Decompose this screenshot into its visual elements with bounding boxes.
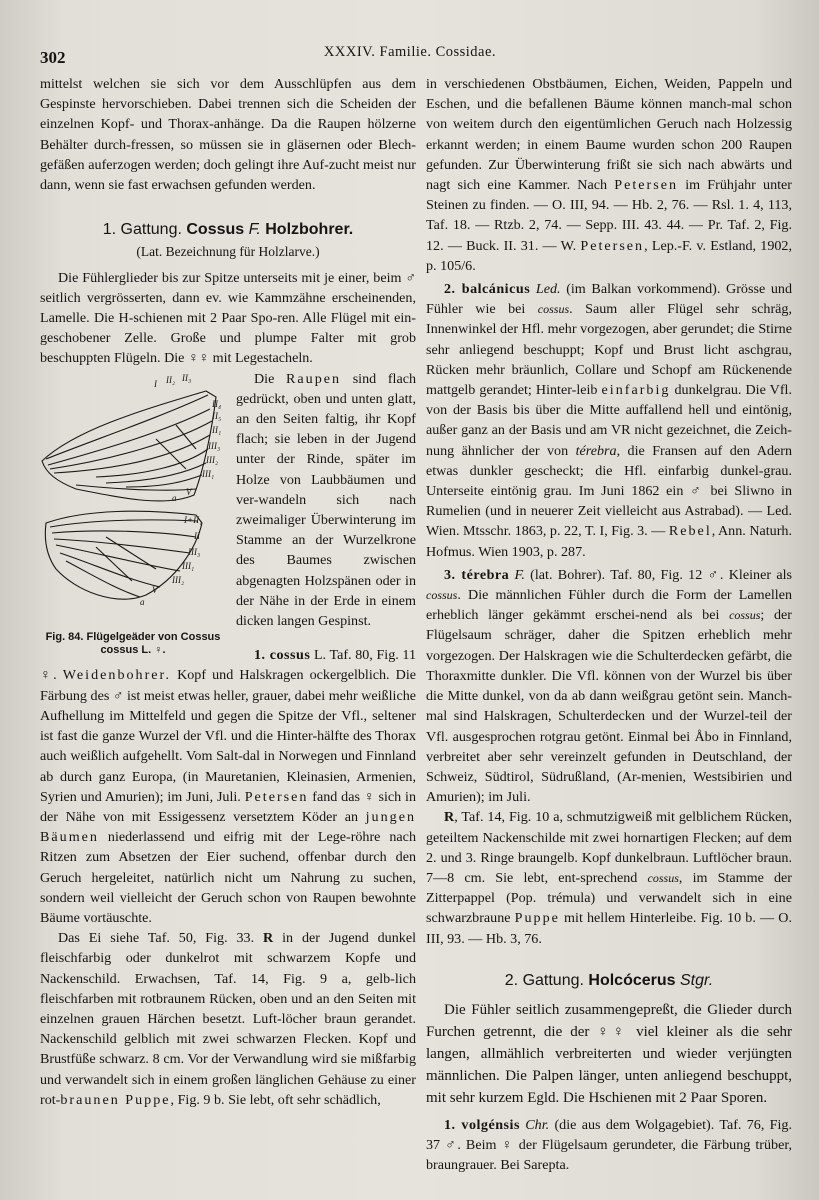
species-name: 1. cossus	[254, 647, 311, 664]
text-run: (im Balkan vorkommend). Grösse und Fühler wie bei	[426, 281, 793, 318]
spaced-term: jungen Bäumen	[40, 808, 416, 846]
vein-label: I	[154, 378, 157, 389]
text-run: in verschiedenen Obstbäumen, Eichen, Weiden, Pappeln und Eschen, und die befallenen Bäume können manch-mal schon von weitem durch den eigentümlichen Geruch nach Holzessig erkannt werden; in einem Baume wurden schon 200 Raupen gefunden. Zur Überwinterung frißt sie sich nach abwärts und nagt sich eine Kammer. Nach	[426, 76, 792, 194]
species-author: Led.	[535, 281, 561, 298]
vein-label: III₁	[202, 468, 215, 479]
text-run: . Die männlichen Fühler durch die Form der Lamellen erheblich länger gekämmt erschei-nend als bei	[426, 587, 792, 624]
text-run: , im Stamme der Zitterpappel (Pop. trémula) und verwandelt sich in eine schwarzbraune	[426, 869, 792, 927]
genus-heading-holcocerus	[426, 971, 792, 991]
text-run: (die aus dem Wolgagebiet). Taf. 76, Fig. 37 ♂. Beim ♀ der Flügelsaum gerundeter, die Färbung trüber, braungrauer. Bei Sarepta.	[426, 1116, 792, 1174]
text-run: , Ann. Naturh. Hofmus. Wien 1903, p. 287.	[426, 523, 792, 560]
vein-label: II₃	[182, 372, 192, 383]
vein-label: II₂	[166, 374, 176, 385]
figure-caption: Fig. 84. Flügelgeäder von Cossus cossus L. ♀.	[45, 630, 221, 656]
page-header	[30, 42, 790, 68]
vein-label: V	[152, 584, 158, 595]
text-run: sind flach gedrückt, oben und unten glatt, an den Seiten faltig, ihr Kopf flach; sie leben in der Jugend unter der Rinde, später im Holze von Laubbäumen und ver-wandeln sich nach zweimaliger Überwinterung im Stamme an der Wurzelkrone des Baumes zwischen abgenagten Holzspänen oder in der Nähe in der Erde in einem dicken langen Gespinst.	[236, 370, 416, 630]
text-run: L. Taf. 80, Fig. 11 ♀.	[40, 647, 416, 684]
species-name: 2. balcánicus	[444, 281, 531, 298]
genus-author: Stgr.	[680, 971, 714, 989]
genus-heading-cossus	[40, 220, 416, 240]
genus-name: Holcócerus	[588, 971, 676, 989]
species-reference: cossus	[729, 608, 761, 623]
right-column	[426, 74, 792, 1176]
species-entry-cossus	[40, 645, 416, 928]
vein-label: II₁	[212, 424, 222, 435]
paragraph-continuation	[426, 74, 792, 276]
text-run: , die Fransen auf den Adern etwas dunkler gescheckt; die Hfl. einfarbig dunkel-grau. Unterseite eintönig grau. Im Juni 1862 ein ♂ bei Sliwno in Rumelien (und in neuerer Zeit vielleicht aus Astrabad). — Led. Wien. Mtsschr. 1863, p. 22, T. I, Fig. 3. —	[426, 442, 792, 540]
vein-label: II	[194, 530, 200, 541]
text-run: , Fig. 9 b. Sie lebt, oft sehr schädlich,	[170, 1091, 381, 1108]
text-run: (lat. Bohrer). Taf. 80, Fig. 12 ♂. Kleiner als	[524, 566, 792, 583]
spaced-term: Raupen	[286, 370, 342, 387]
text-run: mit hellem Hinterleibe. Fig. 10 b. — O. III, 93. — Hb. 3, 76.	[426, 910, 792, 947]
text-run: . Saum aller Flügel sehr schräg, Innenwinkel der Hfl. mehr vorgezogen, aber gerundet; die Stirne sehr anliegend beschuppt; Kopf und Brust licht aschgrau, Rücken mehr bräunlich, Collare und Schopf am Rückenende mattgelb gerandet; Hinter-leib	[426, 301, 792, 399]
vein-label: V	[186, 486, 192, 497]
text-run: Das Ei siehe Taf. 50, Fig. 33.	[58, 930, 264, 947]
genus-common-name: Holzbohrer.	[265, 221, 354, 239]
wing-venation-drawing	[36, 369, 230, 629]
spaced-term: Rebel	[668, 523, 712, 540]
text-run: Die	[254, 370, 286, 387]
spaced-term: Puppe	[514, 910, 560, 927]
paragraph-raupe-terebra	[426, 807, 792, 948]
vein-label: II₄	[212, 398, 222, 409]
text-run: ; der Flügelsaum schräger, daher die Spitzen erheblich mehr vorgezogen. Der Halskragen wie die Schulterdecken gefärbt, die Thoraxmitte dunkler. Die Vfl. können von der Wurzel bis über die Mitte dunkel, von da ab dann weißgrau getönt sein. Manch-mal sind Halskragen, Schulterdecken und der Wurzel-teil der Vfl. ausgesprochen rotgrau getönt. Einmal bei Åbo in Finnland, verbreitet aber sehr vereinzelt gefunden in Deutschland, der Schweiz, Südtirol, Südrußland, (Ar-menien, Westsibirien und Amurien); im Juli.	[426, 607, 792, 806]
text-run: niederlassend und eifrig mit der Lege-röhre nach Ritzen zum Absetzen der Eier suchend, offenbar durch den Geruch hergeleitet, natürlich nicht um Nahrung zu suchen, sondern weil vielleicht der Geruch schon von Raupen bewohnte Bäume vortäuschte.	[40, 829, 416, 926]
genus-description-text: Die Fühlerglieder bis zur Spitze unterseits mit je einer, beim ♂ seitlich vergrösserten, dann ev. wie Kammzähne erscheinenden, Lamelle. Die H-schienen mit 2 Paar Spo-ren. Alle Flügel mit ein-geschobener Zelle. Große und plumpe Falter mit grob beschuppten Flügeln. Die ♀♀ mit Legestacheln.	[40, 269, 416, 367]
spaced-term: Weidenbohrer.	[62, 667, 171, 684]
spaced-term: einfarbig	[601, 382, 671, 399]
spaced-term: Petersen	[580, 237, 645, 254]
text-run: dunkelgrau. Die Vfl. von der Basis bis über die Mitte auffallend hell und eintönig, außer ganz an der Basis und am VR nicht gezeichnet, die Zeich-nung ähnlicher der von	[426, 382, 792, 459]
species-name: 1. volgénsis	[444, 1116, 520, 1133]
raupe-abbrev: R	[444, 809, 455, 826]
species-reference: cossus	[647, 870, 679, 885]
species-reference: cossus	[537, 302, 570, 317]
spaced-term: Petersen	[614, 177, 678, 194]
genus-etymology: (Lat. Bezeichnung für Holzlarve.)	[136, 244, 320, 260]
vein-label: III₃	[208, 440, 221, 451]
vein-label: II₅	[212, 410, 222, 421]
vein-label: a	[172, 492, 177, 503]
species-name: 3. térebra	[444, 566, 510, 583]
spaced-term: braunen Puppe	[60, 1091, 171, 1108]
vein-label: I+II₁	[184, 514, 203, 525]
species-reference: térebra	[575, 442, 617, 459]
running-title: XXXIV. Familie. Cossidae.	[323, 44, 497, 60]
species-entry-terebra	[426, 565, 792, 807]
paragraph-ei	[40, 928, 416, 1110]
left-column	[40, 74, 416, 1110]
raupe-abbrev: R	[263, 930, 274, 947]
genus-description: Die Fühler seitlich zusammengepreßt, die Glieder durch Furchen getrennt, die der ♀♀ viel kleiner als die sehr langen, allmählich verbreiterten und wieder verjüngten männlichen. Die Palpen länger, unten anliegend beschuppt, mit sehr kurzem Egld. Die Hschienen mit 2 Paar Sporen.	[426, 1001, 792, 1106]
text-run: , Taf. 14, Fig. 10 a, schmutzigweiß mit gelblichem Rücken, geteiltem Nackenschilde mit zwei hornartigen Flecken; auf dem 2. und 3. Ringe braungelb. Kopf dunkelbraun. Luftlöcher braun. 7—8 cm. Sie lebt, ent-sprechend	[426, 809, 792, 886]
text-run: in der Jugend dunkel fleischfarbig oder dunkelrot mit schwarzem Kopfe und Nackenschild. Erwachsen, Taf. 14, Fig. 9 a, gelb-lich fleischfarben mit rotbraunem Rücken, oben und an den Seiten mit einzelnen grauen Härchen besetzt. Luft-löcher braun gerandet. Nackenschild gelblich mit zwei schwarzen Flecken. Kopf und Brustfüße schwarz. 8 cm. Vor der Verwandlung wird sie mißfarbig und verwandelt sich in einem großen länglichen Gehäuse zu einer rot-	[40, 930, 416, 1108]
paragraph: mittelst welchen sie sich vor dem Ausschlüpfen aus dem Gespinste hervorschieben. Dabei trennen sich die Scheiden der einzelnen Kopf- und Thorax-anhänge. Da die Raupen hölzerne Behälter durch-fressen, so müssen sie in gläsernen oder Blech-gefäßen auferzogen werden; doch gelingt ihre Auf-zucht meist nur dann, wenn sie fast erwachsen gefunden werden.	[40, 76, 416, 194]
genus-description	[40, 268, 416, 369]
species-entry-volgensis	[426, 1115, 792, 1176]
text-run: Kopf und Halskragen ockergelblich. Die Färbung des ♂ ist meist etwas heller, grauer, dabei mehr weißliche Aufhellung im Mittelfeld und gegen die Spitze der Vfl., seltener ist fast die ganze Wurzel der Vfl. und die Hinter-hälfte des Thorax auch weißlich aufgehellt. Vom Salt-dal in Norwegen und Finnland ab durch ganz Europa, (in Mauretanien, Kleinasien, Armenien, Syrien und Amurien); im Juni, Juli.	[40, 667, 417, 805]
species-entry-balcanicus	[426, 279, 792, 562]
text-run: fand das ♀ sich in der Nähe von mit Essigessenz versetztem Köder an	[40, 788, 417, 825]
text-run: im Frühjahr unter Steinen zu finden. — O. III, 94. — Hb. 2, 76. — Rsl. 1. 4, 113, Taf. 18. — Rtzb. 2, 74. — Sepp. III. 43. 44. — Pr. Taf. 2, Fig. 12. — Buck. II. 31. — W.	[426, 177, 792, 254]
page-number: 302	[40, 48, 66, 67]
spaced-term: Petersen	[244, 788, 309, 805]
species-author: Chr.	[525, 1116, 550, 1133]
text-run: , Lep.-F. v. Estland, 1902, p. 105/6.	[426, 237, 792, 274]
genus-author: F.	[248, 221, 261, 239]
vein-label: III₂	[206, 454, 219, 465]
vein-label: a	[140, 596, 145, 607]
vein-label: III₁	[182, 560, 195, 571]
figure-wing-venation	[36, 369, 230, 663]
genus-prefix: 2. Gattung.	[504, 971, 584, 989]
genus-prefix: 1. Gattung.	[102, 221, 182, 239]
species-reference: cossus	[426, 588, 458, 603]
genus-name: Cossus	[186, 221, 245, 239]
species-author: F.	[514, 566, 525, 583]
vein-label: III₂	[172, 574, 185, 585]
vein-label: III₃	[188, 546, 201, 557]
